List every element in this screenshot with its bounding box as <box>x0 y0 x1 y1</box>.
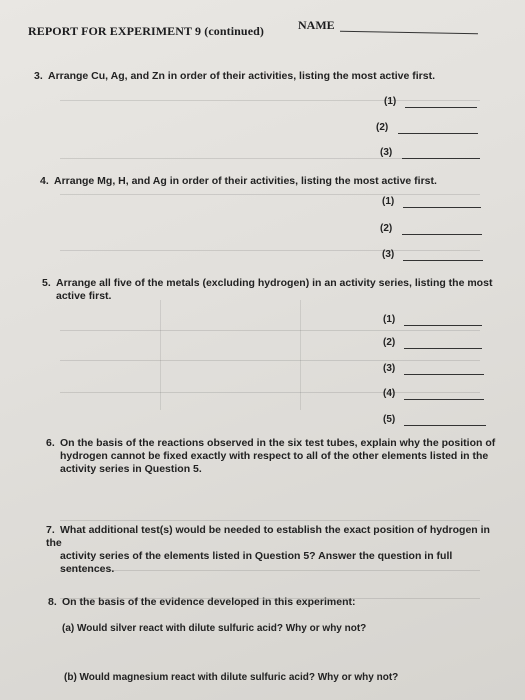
faint-rule <box>160 300 161 410</box>
question-text: Arrange Cu, Ag, and Zn in order of their activities, listing the most active first. <box>48 70 436 82</box>
faint-rule <box>300 300 301 410</box>
faint-rule <box>60 100 480 101</box>
report-title: REPORT FOR EXPERIMENT 9 (continued) <box>28 24 264 38</box>
answer-slot-label: (1) <box>384 96 397 107</box>
question-text: On the basis of the reactions observed in the six test tubes, explain why the position of <box>60 437 496 449</box>
answer-slot-label: (2) <box>383 337 396 348</box>
question-text: On the basis of the evidence developed in this experiment: <box>62 596 356 608</box>
faint-rule <box>60 392 480 393</box>
faint-rule <box>60 360 480 361</box>
answer-field[interactable] <box>404 399 484 400</box>
question-number: 7. <box>46 524 55 536</box>
answer-field[interactable] <box>403 207 481 208</box>
answer-field[interactable] <box>405 107 477 108</box>
question-6 <box>46 437 506 476</box>
answer-field[interactable] <box>404 348 482 349</box>
question-text: Arrange all five of the metals (excluding hydrogen) in an activity series, listing the most <box>56 277 493 289</box>
answer-field[interactable] <box>402 234 482 235</box>
question-text: What additional test(s) would be needed to establish the exact position of hydrogen in the <box>46 524 490 549</box>
question-5 <box>42 277 502 303</box>
answer-slot-label: (3) <box>380 147 393 158</box>
answer-field[interactable] <box>404 325 482 326</box>
answer-field[interactable] <box>404 425 486 426</box>
answer-slot-label: (2) <box>376 122 389 133</box>
answer-slot-label: (3) <box>382 249 395 260</box>
name-label: NAME <box>298 18 335 32</box>
answer-field[interactable] <box>402 158 480 159</box>
question-8b: (b) Would magnesium react with dilute sulfuric acid? Why or why not? <box>64 672 399 683</box>
answer-field[interactable] <box>404 374 484 375</box>
question-text-cont: hydrogen cannot be fixed exactly with respect to all of the other elements listed in the <box>60 450 489 462</box>
question-number: 3. <box>34 70 43 82</box>
question-number: 4. <box>40 175 49 187</box>
answer-slot-label: (1) <box>383 314 396 325</box>
question-text-cont: activity series of the elements listed in Question 5? Answer the question in full sentences. <box>60 550 453 575</box>
answer-slot-label: (3) <box>383 363 396 374</box>
answer-slot-label: (4) <box>383 388 396 399</box>
answer-slot-label: (5) <box>383 414 396 425</box>
question-4 <box>40 175 500 188</box>
question-3 <box>34 70 494 83</box>
answer-slot-label: (2) <box>380 223 393 234</box>
name-field[interactable] <box>340 31 478 34</box>
answer-slot-label: (1) <box>382 196 395 207</box>
answer-field[interactable] <box>398 133 478 134</box>
question-text-cont: activity series in Question 5. <box>60 463 202 475</box>
faint-rule <box>60 194 480 195</box>
faint-rule <box>60 250 480 251</box>
faint-rule <box>60 520 480 521</box>
faint-rule <box>60 330 480 331</box>
question-8a: (a) Would silver react with dilute sulfuric acid? Why or why not? <box>62 623 367 634</box>
question-number: 5. <box>42 277 51 289</box>
question-7 <box>46 524 506 576</box>
question-8 <box>48 596 508 609</box>
answer-field[interactable] <box>403 260 483 261</box>
question-number: 6. <box>46 437 55 449</box>
question-text-cont: active first. <box>56 290 112 302</box>
question-text: Arrange Mg, H, and Ag in order of their activities, listing the most active first. <box>54 175 437 187</box>
question-number: 8. <box>48 596 57 608</box>
